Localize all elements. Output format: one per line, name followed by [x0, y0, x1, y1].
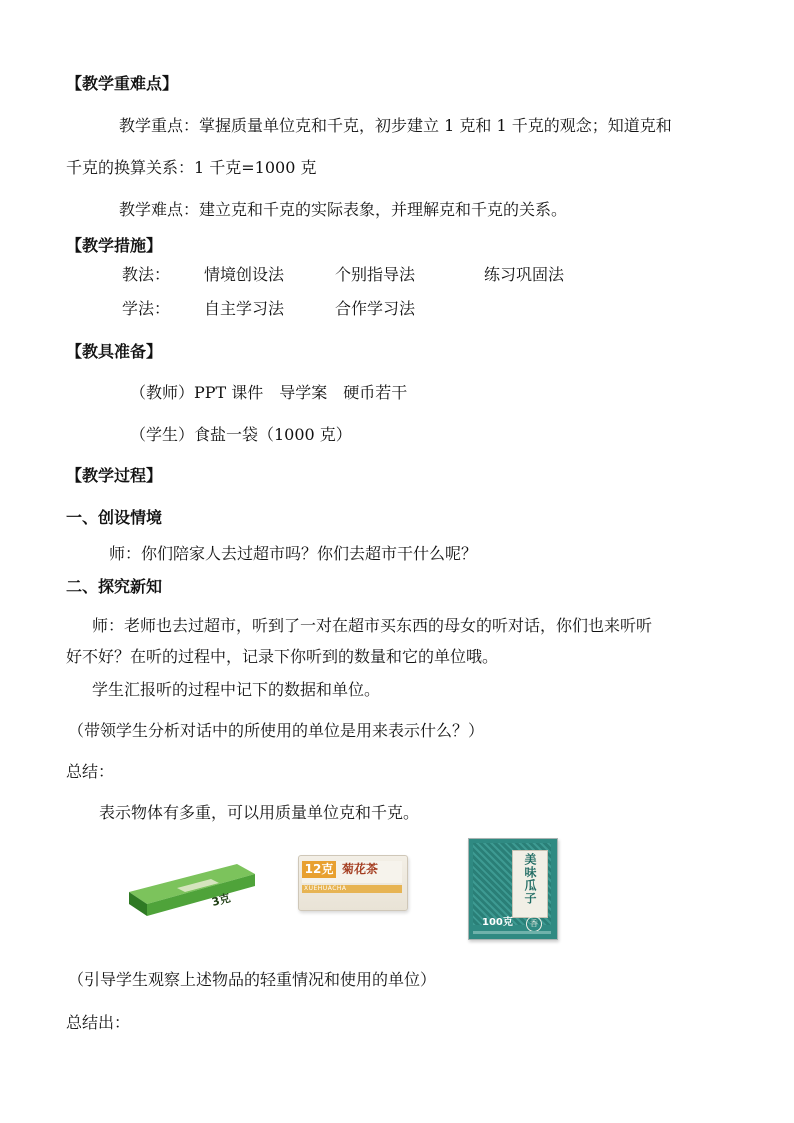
tea-weight-tag: 12克: [302, 861, 336, 878]
seed-bag-name: 美味瓜子: [523, 853, 537, 905]
tea-name: 菊花茶: [342, 862, 379, 876]
section2-title: 二、探究新知: [66, 577, 163, 596]
section2-para2: 学生汇报听的过程中记下的数据和单位。: [92, 680, 381, 699]
seed-bag-image: [468, 838, 558, 940]
teaching-method-item: 情境创设法: [204, 265, 285, 284]
learning-methods-label: 学法：: [122, 299, 171, 318]
summary-out-label: 总结出：: [66, 1013, 131, 1032]
teaching-method-item: 个别指导法: [335, 265, 416, 284]
student-materials: （学生）食盐一袋（1000 克）: [130, 425, 352, 444]
seed-bag-footer: [473, 931, 551, 934]
guide-text: （引导学生观察上述物品的轻重情况和使用的单位）: [68, 970, 437, 989]
seed-bag-weight: 100克: [482, 917, 513, 928]
section1-text: 师：你们陪家人去过超市吗？你们去超市干什么呢？: [109, 544, 478, 563]
learning-method-item: 合作学习法: [335, 299, 416, 318]
gum-pack-image: [127, 862, 257, 918]
teaching-methods-label: 教法：: [122, 265, 171, 284]
section2-para1-line1: 师：老师也去过超市，听到了一对在超市买东西的母女的听对话，你们也来听听: [92, 616, 653, 635]
gum-pack-drawing: [127, 862, 257, 918]
tea-packet-image: [298, 855, 408, 911]
learning-method-item: 自主学习法: [204, 299, 285, 318]
section1-title: 一、创设情境: [66, 508, 163, 527]
section2-para1-line2: 好不好？在听的过程中，记录下你听到的数量和它的单位哦。: [66, 647, 499, 666]
seed-bag-seal: 香: [526, 916, 542, 932]
heading-process: 【教学过程】: [66, 466, 163, 485]
difficulty-text: 教学难点：建立克和千克的实际表象，并理解克和千克的关系。: [119, 200, 568, 219]
tea-brand: XUEHUACHA: [304, 885, 347, 892]
teacher-materials: （教师）PPT 课件 导学案 硬币若干: [130, 383, 408, 402]
summary-text: 表示物体有多重，可以用质量单位克和千克。: [99, 803, 420, 822]
section2-para3: （带领学生分析对话中的所使用的单位是用来表示什么？）: [68, 721, 485, 740]
key-point-line1: 教学重点：掌握质量单位克和千克，初步建立 1 克和 1 千克的观念；知道克和: [119, 116, 672, 135]
teaching-method-item: 练习巩固法: [484, 265, 565, 284]
heading-key-points: 【教学重难点】: [66, 74, 179, 93]
heading-materials: 【教具准备】: [66, 342, 163, 361]
seed-bag-label: [512, 850, 548, 918]
summary-label: 总结：: [66, 762, 115, 781]
heading-measures: 【教学措施】: [66, 236, 163, 255]
gum-weight-label: 3克: [210, 891, 232, 909]
key-point-line2: 千克的换算关系：1 千克=1000 克: [66, 158, 317, 177]
